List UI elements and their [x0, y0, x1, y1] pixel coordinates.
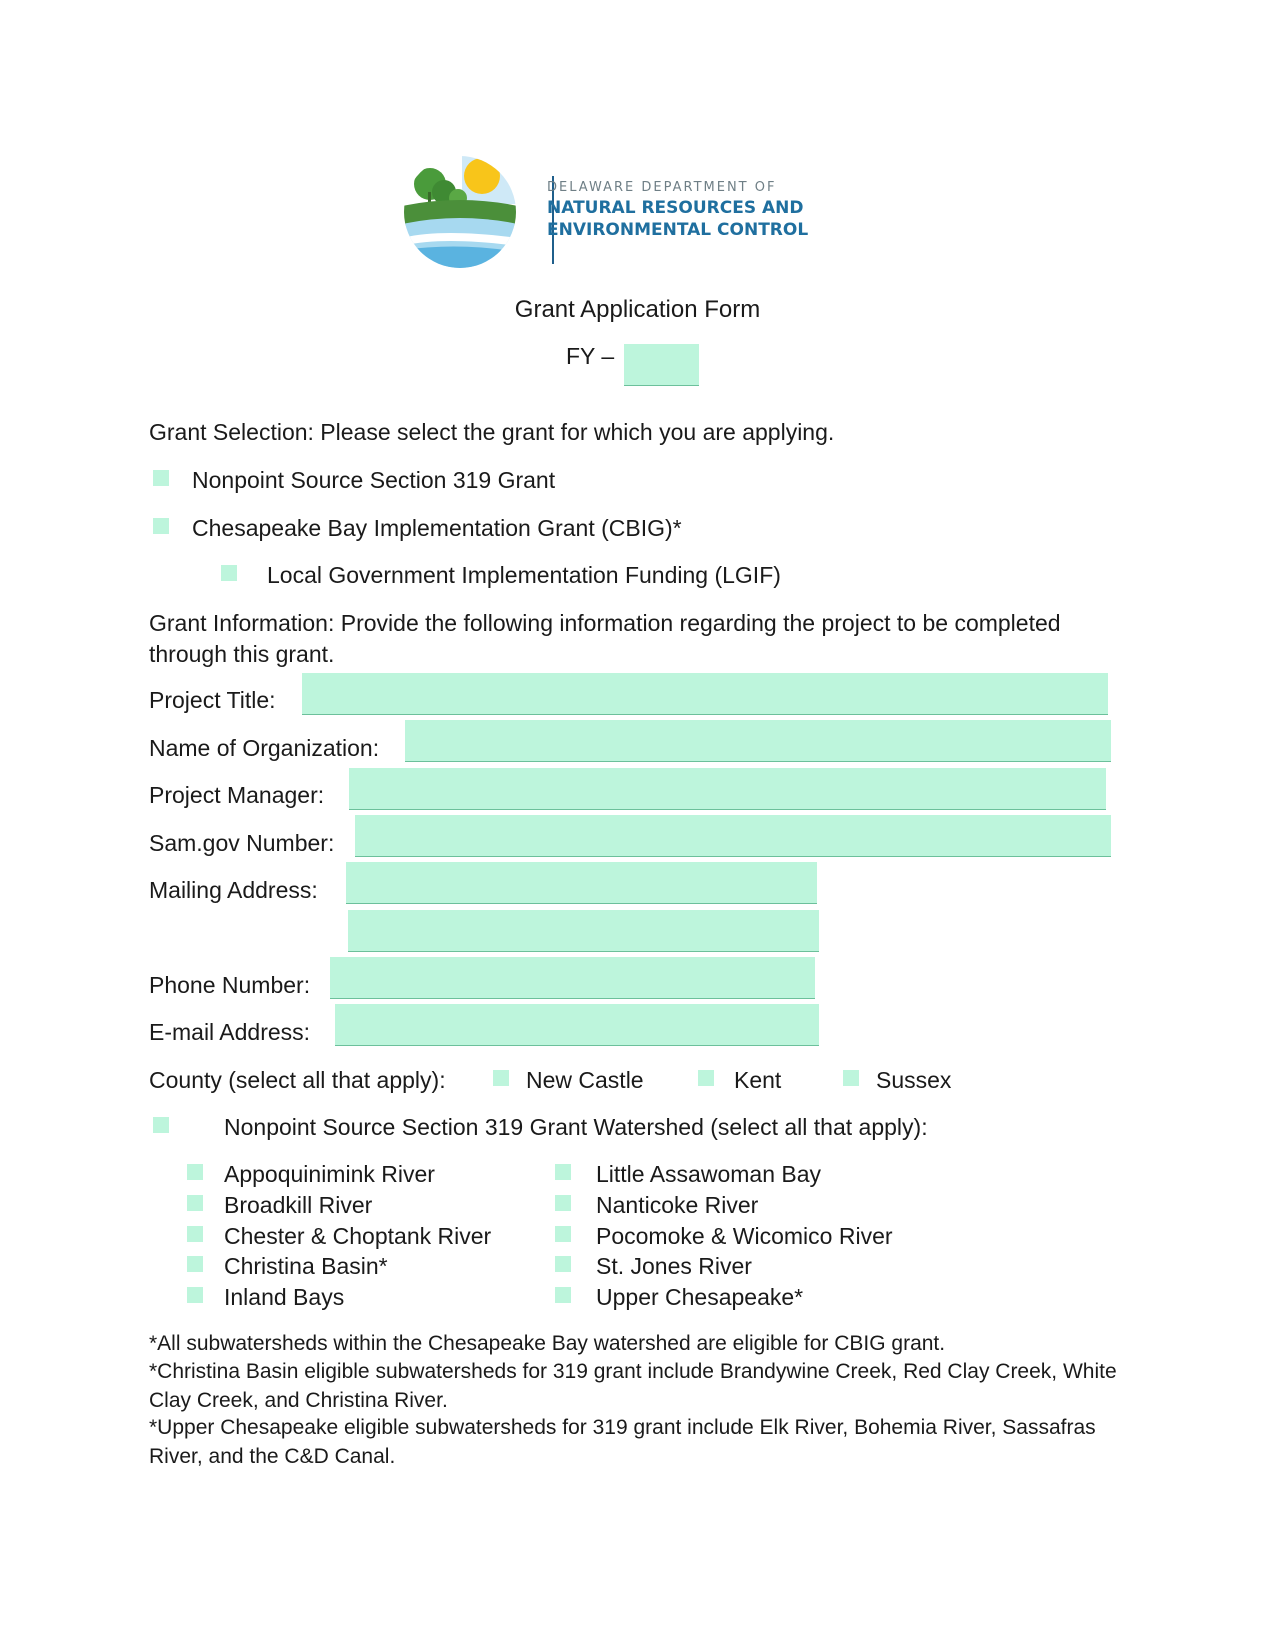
checkbox-watershed[interactable]	[153, 1117, 169, 1133]
county-label: County (select all that apply):	[149, 1067, 446, 1093]
checkbox-christina-basin[interactable]	[187, 1256, 203, 1272]
samgov-input[interactable]	[355, 815, 1111, 857]
checkbox-sussex[interactable]	[843, 1070, 859, 1086]
option-cbig: Chesapeake Bay Implementation Grant (CBIG)*	[192, 515, 682, 541]
fy-field[interactable]	[624, 344, 699, 386]
checkbox-inland-bays[interactable]	[187, 1287, 203, 1303]
note-upper-chesapeake: *Upper Chesapeake eligible subwatersheds for 319 grant include Elk River, Bohemia River, Sassafras River, and the C&D Canal.	[149, 1416, 1096, 1468]
dnrec-logo	[420, 158, 820, 282]
checkbox-broadkill[interactable]	[187, 1195, 203, 1211]
checkbox-st-jones[interactable]	[555, 1256, 571, 1272]
watershed-nanticoke: Nanticoke River	[596, 1192, 759, 1218]
county-new-castle: New Castle	[526, 1067, 644, 1093]
watershed-label: Nonpoint Source Section 319 Grant Watershed (select all that apply):	[224, 1114, 928, 1140]
checkbox-pocomoke-wicomico[interactable]	[555, 1226, 571, 1242]
watershed-little-assawoman: Little Assawoman Bay	[596, 1161, 822, 1187]
watershed-christina-basin: Christina Basin*	[224, 1253, 388, 1279]
phone-input[interactable]	[330, 957, 815, 999]
dnrec-emblem-icon	[402, 154, 518, 270]
watershed-broadkill: Broadkill River	[224, 1192, 373, 1218]
checkbox-upper-chesapeake[interactable]	[555, 1287, 571, 1303]
samgov-label: Sam.gov Number:	[149, 830, 335, 856]
organization-input[interactable]	[405, 720, 1111, 762]
checkbox-little-assawoman[interactable]	[555, 1164, 571, 1180]
form-title: Grant Application Form	[514, 296, 761, 323]
grant-selection-heading: Grant Selection: Please select the grant for which you are applying.	[149, 419, 835, 445]
county-sussex: Sussex	[876, 1067, 952, 1093]
watershed-upper-chesapeake: Upper Chesapeake*	[596, 1284, 804, 1310]
email-label: E-mail Address:	[149, 1019, 311, 1045]
project-title-input[interactable]	[302, 673, 1108, 715]
watershed-chester-choptank: Chester & Choptank River	[224, 1223, 492, 1249]
mailing-label: Mailing Address:	[149, 877, 318, 903]
county-kent: Kent	[734, 1067, 782, 1093]
manager-label: Project Manager:	[149, 782, 325, 808]
checkbox-chester-choptank[interactable]	[187, 1226, 203, 1242]
email-input[interactable]	[335, 1004, 819, 1046]
checkbox-new-castle[interactable]	[493, 1070, 509, 1086]
agency-line-2: NATURAL RESOURCES AND	[547, 198, 804, 218]
agency-line-1: DELAWARE DEPARTMENT OF	[547, 180, 777, 195]
checkbox-nanticoke[interactable]	[555, 1195, 571, 1211]
phone-label: Phone Number:	[149, 972, 311, 998]
checkbox-appoquinimink[interactable]	[187, 1164, 203, 1180]
watershed-appoquinimink: Appoquinimink River	[224, 1161, 435, 1187]
mailing-address-line2-input[interactable]	[348, 910, 819, 952]
agency-line-3: ENVIRONMENTAL CONTROL	[547, 220, 809, 240]
option-lgif: Local Government Implementation Funding (LGIF)	[267, 562, 781, 588]
option-319-grant: Nonpoint Source Section 319 Grant	[192, 467, 556, 493]
watershed-st-jones: St. Jones River	[596, 1253, 752, 1279]
watershed-inland-bays: Inland Bays	[224, 1284, 345, 1310]
manager-input[interactable]	[349, 768, 1106, 810]
checkbox-kent[interactable]	[698, 1070, 714, 1086]
grant-info-heading: Grant Information: Provide the following information regarding the project to be completed through this grant.	[149, 610, 1061, 667]
note-christina: *Christina Basin eligible subwatersheds for 319 grant include Brandywine Creek, Red Clay Creek, White Clay Creek, and Christina River.	[149, 1360, 1117, 1412]
checkbox-lgif[interactable]	[221, 565, 237, 581]
mailing-address-line1-input[interactable]	[346, 862, 817, 904]
watershed-pocomoke-wicomico: Pocomoke & Wicomico River	[596, 1223, 893, 1249]
organization-label: Name of Organization:	[149, 735, 380, 761]
note-cbig: *All subwatersheds within the Chesapeake Bay watershed are eligible for CBIG grant.	[149, 1332, 946, 1355]
project-title-label: Project Title:	[149, 687, 276, 713]
fy-label: FY –	[566, 343, 615, 369]
checkbox-cbig[interactable]	[153, 518, 169, 534]
checkbox-319-grant[interactable]	[153, 470, 169, 486]
